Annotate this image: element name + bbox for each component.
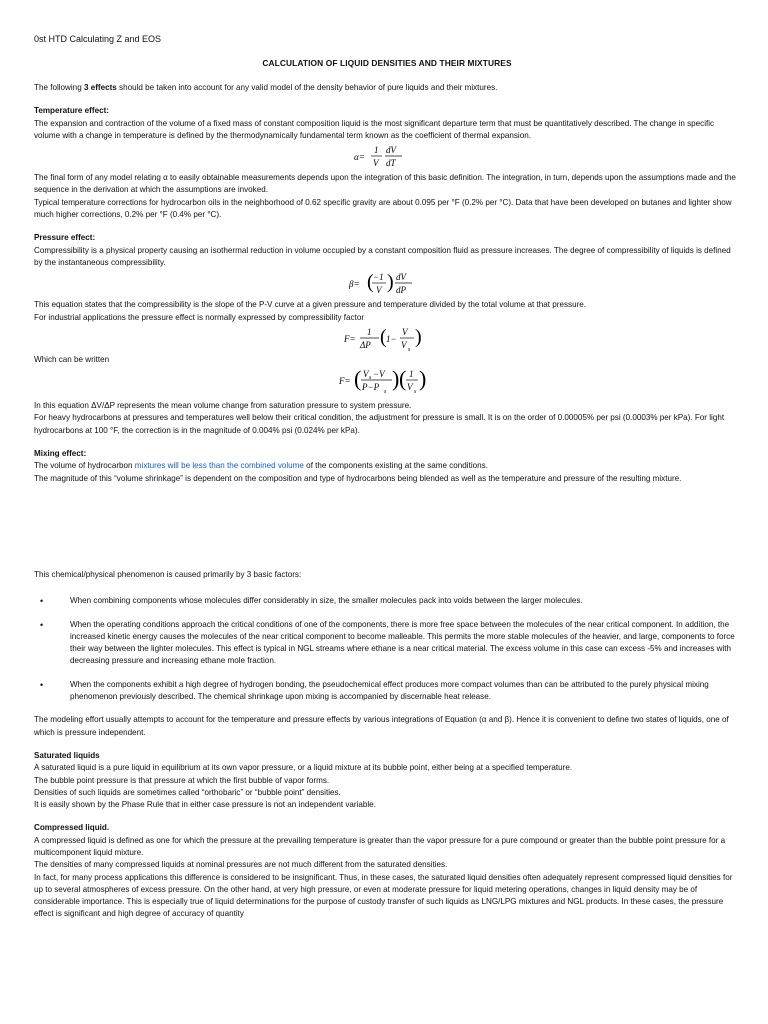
f1-n2: V — [402, 326, 408, 337]
mixing-paragraph-2: The magnitude of this “volume shrinkage” is dependent on the composition and type of hydrocarbons being blended as well as the temperature and pressure of the resulting mixture. — [34, 473, 682, 483]
intro-text-before: The following — [34, 83, 84, 92]
document-title: CALCULATION OF LIQUID DENSITIES AND THEIR MIXTURES — [262, 58, 512, 68]
temperature-paragraph-1: The expansion and contraction of the volume of a fixed mass of constant composition liquid is the most significant departure term that must be quantitatively described. The change in specific volume with a change in temperature is defined by the thermodynamically fundamental term known as the coefficient of thermal expansion. — [34, 118, 715, 140]
pressure-paragraph-1: Compressibility is a physical property causing an isothermal reduction in volume occupied by a constant composition fluid as pressure increases. The degree of compressibility of liquids is defined by the instantaneous compressibility. — [34, 245, 731, 267]
f1-paren-open: ( — [380, 325, 387, 348]
compressed-heading: Compressed liquid. — [34, 823, 110, 833]
compressibility-equation — [34, 324, 740, 354]
f1-d2-sub: s — [408, 346, 411, 353]
f1-lhs: F= — [344, 333, 356, 344]
f2-n1: V — [363, 369, 369, 380]
factor-item-2: • When the operating conditions approach the critical conditions of one of the components, there is more free space between the molecules of the near critical component. In addition, the increased kinetic energy causes the molecules of the near critical component to become malleable. This permits the more stable molecules of the heavier, and large, components to force their way between the lighter molecules. This effect is typical in NGL streams where ethane is a near critical material. The excess volume in this case can excess -5% and increases with decreasing pressure and increasing ethane mole fraction. — [70, 619, 740, 668]
beta-n2: dV — [396, 272, 406, 283]
f2-n1b: −V — [373, 369, 385, 380]
intro-paragraph — [34, 82, 740, 94]
saturated-line-1: A saturated liquid is a pure liquid in equilibrium at its own vapor pressure, or a liquid mixture at its bubble point, either being at a specified temperature. — [34, 763, 573, 773]
f2-paren1-open: ( — [354, 366, 362, 392]
pressure-heading: Pressure effect: — [34, 233, 96, 243]
f1-d1: ΔP — [360, 339, 371, 350]
f2-d2: V — [407, 382, 413, 393]
beta-paren-close: ) — [387, 271, 394, 294]
beta-d2: dP — [396, 285, 406, 296]
f2-lhs: F= — [339, 376, 351, 387]
f1-one: 1− — [386, 333, 397, 344]
intro-bold: 3 effects — [83, 83, 117, 92]
alpha-d1: V — [373, 158, 379, 169]
mixing-text-after: of the components existing at the same conditions. — [303, 461, 488, 471]
pressure-paragraph-3: For industrial applications the pressure effect is normally expressed by compressibility factor — [34, 312, 365, 322]
compressibility-equation-rewritten — [34, 366, 740, 400]
pressure-paragraph-2: This equation states that the compressibility is the slope of the P-V curve at a given pressure and temperature divided by the total volume at that pressure. — [34, 300, 587, 310]
saturated-line-2: The bubble point pressure is that pressure at which the first bubble of vapor forms. — [34, 775, 330, 785]
factor-item-3: • When the components exhibit a high degree of hydrogen bonding, the pseudochemical effect produces more compact volumes than can be attributed to the purely physical mixing phenomenon previously described. The chemical shrinkage upon mixing is accompanied by discernable heat release. — [70, 679, 740, 704]
saturated-heading: Saturated liquids — [34, 750, 100, 760]
saturated-line-4: It is easily shown by the Phase Rule that in either case pressure is not an independent variable. — [34, 800, 376, 810]
beta-paren-open: ( — [367, 271, 374, 294]
mixing-volume-link[interactable]: mixtures will be less than the combined volume — [134, 461, 304, 471]
beta-lhs: β= — [349, 279, 360, 290]
f1-d2: V — [401, 339, 407, 350]
f2-d1-sub: s — [384, 389, 387, 396]
temperature-paragraph-2: The final form of any model relating α to easily obtainable measurements depends upon the integration of this basic definition. The integration, in turn, depends upon the assumptions made and the sequence in the derivation at which the assumptions are invoked. — [34, 173, 736, 195]
f2-d2-sub: s — [414, 389, 417, 396]
alpha-n1: 1 — [374, 145, 379, 156]
intro-text-after: should be taken into account for any valid model of the density behavior of pure liquids and their mixtures. — [116, 83, 498, 92]
alpha-d2: dT — [386, 158, 396, 169]
f2-paren1-close: ) — [392, 366, 400, 392]
beta-equation — [34, 269, 740, 299]
beta-equation-svg — [347, 269, 427, 299]
saturated-line-3: Densities of such liquids are sometimes called “orthobaric” or “bubble point” densities. — [34, 787, 341, 797]
factors-intro: This chemical/physical phenomenon is caused primarily by 3 basic factors: — [34, 569, 302, 579]
f2-paren2-open: ( — [399, 366, 407, 392]
beta-d1: V — [376, 285, 382, 296]
compressibility-equation-rewritten-svg — [337, 366, 437, 398]
mixing-heading: Mixing effect: — [34, 449, 87, 459]
page-header: 0st HTD Calculating Z and EOS — [34, 34, 162, 44]
compressed-line-1: A compressed liquid is defined as one for which the pressure at the prevailing temperature is greater than the vapor pressure for a pure compound or greater than the bubble point pressure for a multicomponent liquid mixture. — [34, 835, 726, 857]
mixing-text-before: The volume of hydrocarbon — [34, 461, 135, 471]
alpha-equation-svg — [352, 142, 422, 172]
compressed-line-3: In fact, for many process applications this difference is considered to be insignificant. Thus, in these cases, the saturated liquid densities often adequately represent compressed liquid densities for up to several atmospheres of excess pressure. On the other hand, at very high pressure, or even at moderate pressure for liquid metering operations, changes in liquid density may be of considerable importance. This is especially true of liquid determinations for the purpose of custody transfer of such liquids as LNG/LPG mixtures and NGL products. In these cases, the pressure effect is significant and high degree of accuracy of quantity — [34, 872, 733, 919]
alpha-n2: dV — [386, 145, 396, 156]
f1-paren-close: ) — [415, 325, 422, 348]
beta-n1: −1 — [373, 272, 384, 283]
mixing-paragraph-1 — [34, 460, 740, 472]
factor-item-1: • When combining components whose molecules differ considerably in size, the smaller molecules pack into voids between the larger molecules. — [70, 595, 740, 607]
f2-paren2-close: ) — [419, 366, 427, 392]
factors-list — [34, 595, 740, 703]
f1-n1: 1 — [367, 326, 372, 337]
f2-d1: P−P — [362, 382, 380, 393]
compressibility-equation-svg — [342, 324, 432, 354]
temperature-paragraph-3: Typical temperature corrections for hydrocarbon oils in the neighborhood of 0.62 specific gravity are about 0.095 per °F (0.2% per °C). Data that have been developed on butanes and lighter show much higher corrections, 0.2% per °F (0.4% per °C). — [34, 197, 732, 220]
pressure-paragraph-4: Which can be written — [34, 354, 110, 364]
alpha-lhs: α= — [354, 152, 365, 163]
temperature-heading: Temperature effect: — [34, 106, 109, 116]
pressure-paragraph-6: For heavy hydrocarbons at pressures and temperatures well below their critical condition, the adjustment for pressure is small. It is on the order of 0.00005% per psi (0.0003% per kPa). For light hydrocarbons at 100 °F, the correction is in the magnitude of 0.004% psi (0.024% per kPa). — [34, 413, 725, 435]
alpha-equation — [34, 142, 740, 172]
f2-n2: 1 — [409, 369, 414, 380]
pressure-paragraph-5: In this equation ΔV/ΔP represents the mean volume change from saturation pressure to system pressure. — [34, 401, 412, 411]
f2-n1-sub: s — [369, 375, 372, 382]
compressed-line-2: The densities of many compressed liquids at nominal pressures are not much different from the saturated densities. — [34, 860, 448, 870]
modeling-paragraph: The modeling effort usually attempts to account for the temperature and pressure effects by various integrations of Equation (α and β). Hence it is convenient to define two states of liquids, one of which is pressure independent. — [34, 715, 729, 737]
